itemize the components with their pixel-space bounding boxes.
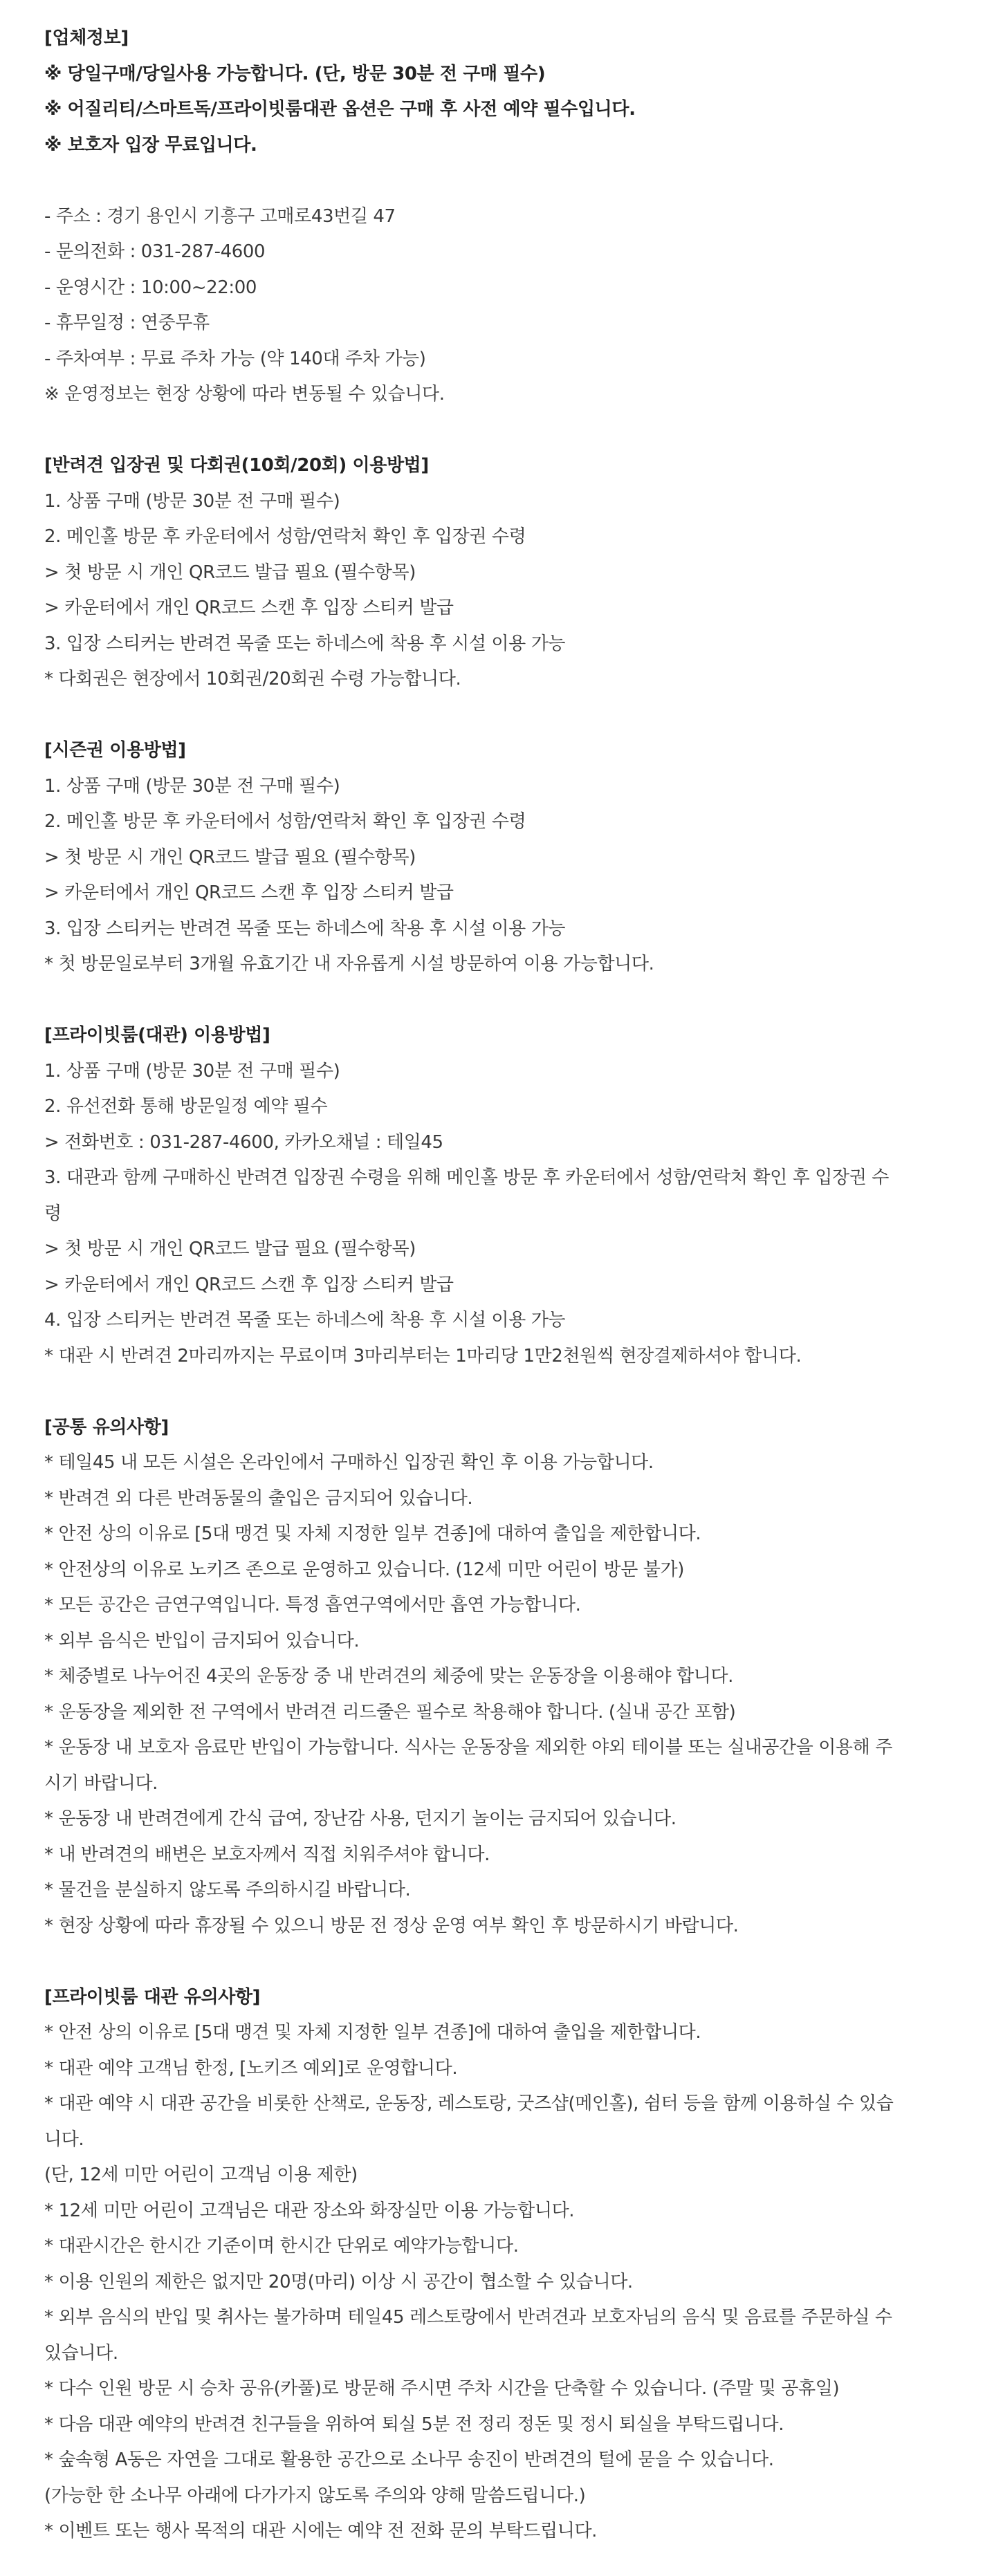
notice-line: * 다회권은 현장에서 10회권/20회권 수령 가능합니다. — [44, 669, 461, 689]
notice-line: ※ 당일구매/당일사용 가능합니다. (단, 방문 30분 전 구매 필수) — [44, 63, 546, 84]
notice-line: * 이용 인원의 제한은 없지만 20명(마리) 이상 시 공간이 협소할 수 있습니다. — [44, 2271, 633, 2292]
notice-line: * 이벤트 또는 행사 목적의 대관 시에는 예약 전 전화 문의 부탁드립니다. — [44, 2521, 598, 2541]
notice-section — [44, 21, 966, 413]
notice-line: * 다음 대관 예약의 반려견 친구들을 위하여 퇴실 5분 전 정리 정돈 및 정시 퇴실을 부탁드립니다. — [44, 2413, 784, 2435]
notice-line: 1. 상품 구매 (방문 30분 전 구매 필수) — [44, 775, 340, 797]
notice-line: > 전화번호 : 031-287-4600, 카카오채널 : 테일45 — [44, 1131, 443, 1153]
section-heading: [업체정보] — [44, 28, 129, 48]
notice-line: * 현장 상황에 따라 휴장될 수 있으니 방문 전 정상 운영 여부 확인 후 방문하시기 바랍니다. — [44, 1915, 739, 1936]
notice-line: * 숲속형 A동은 자연을 그대로 활용한 공간으로 소나무 송진이 반려견의 털에 묻을 수 있습니다. — [44, 2449, 774, 2470]
section-heading: [프라이빗룸(대관) 이용방법] — [44, 1025, 270, 1046]
section-spacer — [44, 1374, 966, 1410]
blank-line — [44, 163, 966, 199]
notice-line: * 반려견 외 다른 반려동물의 출입은 금지되어 있습니다. — [44, 1488, 473, 1509]
notice-line: 2. 유선전화 통해 방문일정 예약 필수 — [44, 1096, 328, 1117]
notice-line: * 대관시간은 한시간 기준이며 한시간 단위로 예약가능합니다. — [44, 2236, 519, 2257]
notice-line: 2. 메인홀 방문 후 카운터에서 성함/연락처 확인 후 입장권 수령 — [44, 811, 526, 832]
notice-line: > 첫 방문 시 개인 QR코드 발급 필요 (필수항목) — [44, 562, 416, 583]
notice-line: * 안전상의 이유로 노키즈 존으로 운영하고 있습니다. (12세 미만 어린이 방문 불가) — [44, 1559, 684, 1580]
notice-line: * 안전 상의 이유로 [5대 맹견 및 자체 지정한 일부 견종]에 대하여 출입을 제한합니다. — [44, 1523, 701, 1544]
notice-line: * 대관 시 반려견 2마리까지는 무료이며 3마리부터는 1마리당 1만2천원씩 현장결제하셔야 합니다. — [44, 1345, 802, 1366]
notice-line: > 첫 방문 시 개인 QR코드 발급 필요 (필수항목) — [44, 846, 416, 868]
notice-line: > 카운터에서 개인 QR코드 스캔 후 입장 스티커 발급 — [44, 882, 454, 903]
notice-section — [44, 733, 966, 983]
notice-line: * 외부 음식의 반입 및 취사는 불가하며 테일45 레스토랑에서 반려견과 보호자님의 음식 및 음료를 주문하실 수 — [44, 2307, 892, 2328]
notice-line: 시기 바랍니다. — [44, 1772, 158, 1794]
notice-line: 령 — [44, 1203, 62, 1224]
notice-line: (단, 12세 미만 어린이 고객님 이용 제한) — [44, 2165, 358, 2185]
notice-line: * 외부 음식은 반입이 금지되어 있습니다. — [44, 1630, 360, 1651]
notice-line: * 테일45 내 모든 시설은 온라인에서 구매하신 입장권 확인 후 이용 가능합니다. — [44, 1452, 654, 1473]
section-spacer — [44, 698, 966, 734]
notice-line: * 운동장 내 보호자 음료만 반입이 가능합니다. 식사는 운동장을 제외한 야외 테이블 또는 실내공간을 이용해 주 — [44, 1737, 892, 1758]
notice-line: * 운동장을 제외한 전 구역에서 반려견 리드줄은 필수로 착용해야 합니다. (실내 공간 포함) — [44, 1701, 736, 1723]
section-heading: [공통 유의사항] — [44, 1416, 169, 1438]
notice-line: 2. 메인홀 방문 후 카운터에서 성함/연락처 확인 후 입장권 수령 — [44, 526, 526, 547]
section-spacer — [44, 413, 966, 449]
notice-section — [44, 1018, 966, 1374]
notice-line: 있습니다. — [44, 2342, 118, 2364]
notice-line: * 다수 인원 방문 시 승차 공유(카풀)로 방문해 주시면 주차 시간을 단축할 수 있습니다. (주말 및 공휴일) — [44, 2378, 840, 2399]
notice-line: 3. 입장 스티커는 반려견 목줄 또는 하네스에 착용 후 시설 이용 가능 — [44, 918, 566, 939]
notice-line: * 대관 예약 시 대관 공간을 비롯한 산책로, 운동장, 레스토랑, 굿즈샵(메인홀), 쉼터 등을 함께 이용하실 수 있습 — [44, 2093, 894, 2114]
notice-line: 1. 상품 구매 (방문 30분 전 구매 필수) — [44, 1060, 340, 1082]
notice-line: * 체중별로 나누어진 4곳의 운동장 중 내 반려견의 체중에 맞는 운동장을 이용해야 합니다. — [44, 1666, 734, 1687]
notice-line: * 첫 방문일로부터 3개월 유효기간 내 자유롭게 시설 방문하여 이용 가능합니다. — [44, 954, 654, 974]
section-heading: [시즌권 이용방법] — [44, 740, 186, 761]
notice-line: - 주소 : 경기 용인시 기흥구 고매로43번길 47 — [44, 205, 396, 227]
notice-line: * 안전 상의 이유로 [5대 맹견 및 자체 지정한 일부 견종]에 대하여 출입을 제한합니다. — [44, 2022, 701, 2043]
notice-line: 4. 입장 스티커는 반려견 목줄 또는 하네스에 착용 후 시설 이용 가능 — [44, 1310, 566, 1331]
notice-line: 니다. — [44, 2129, 84, 2150]
section-heading: [반려견 입장권 및 다회권(10회/20회) 이용방법] — [44, 455, 429, 476]
section-spacer — [44, 1944, 966, 1980]
notice-line: - 문의전화 : 031-287-4600 — [44, 241, 266, 262]
notice-line: - 휴무일정 : 연중무휴 — [44, 313, 210, 333]
notice-line: 3. 입장 스티커는 반려견 목줄 또는 하네스에 착용 후 시설 이용 가능 — [44, 633, 566, 654]
notice-line: * 내 반려견의 배변은 보호자께서 직접 치워주셔야 합니다. — [44, 1844, 490, 1865]
section-heading: [프라이빗룸 대관 유의사항] — [44, 1986, 261, 2008]
notice-line: ※ 운영정보는 현장 상황에 따라 변동될 수 있습니다. — [44, 384, 445, 405]
notice-line: > 첫 방문 시 개인 QR코드 발급 필요 (필수항목) — [44, 1239, 416, 1259]
notice-line: ※ 어질리티/스마트독/프라이빗룸대관 옵션은 구매 후 사전 예약 필수입니다. — [44, 99, 636, 120]
notice-line: 3. 대관과 함께 구매하신 반려견 입장권 수령을 위해 메인홀 방문 후 카운터에서 성함/연락처 확인 후 입장권 수 — [44, 1167, 889, 1188]
notice-section — [44, 1980, 966, 2550]
notice-line: * 물건을 분실하지 않도록 주의하시길 바랍니다. — [44, 1880, 411, 1900]
notice-line: * 대관 예약 고객님 한정, [노키즈 예외]로 운영합니다. — [44, 2057, 458, 2079]
notice-line: * 12세 미만 어린이 고객님은 대관 장소와 화장실만 이용 가능합니다. — [44, 2200, 575, 2221]
notice-line: (가능한 한 소나무 아래에 다가가지 않도록 주의와 양해 말씀드립니다.) — [44, 2485, 586, 2506]
notice-line: ※ 보호자 입장 무료입니다. — [44, 134, 257, 156]
section-spacer — [44, 983, 966, 1019]
notice-line: > 카운터에서 개인 QR코드 스캔 후 입장 스티커 발급 — [44, 1274, 454, 1295]
notice-line: > 카운터에서 개인 QR코드 스캔 후 입장 스티커 발급 — [44, 597, 454, 618]
notice-line: * 모든 공간은 금연구역입니다. 특정 흡연구역에서만 흡연 가능합니다. — [44, 1595, 581, 1615]
notice-section — [44, 448, 966, 698]
notice-line: - 운영시간 : 10:00~22:00 — [44, 277, 257, 298]
notice-section — [44, 1410, 966, 1945]
notice-line: - 주차여부 : 무료 주차 가능 (약 140대 주차 가능) — [44, 348, 426, 369]
notice-line: 1. 상품 구매 (방문 30분 전 구매 필수) — [44, 490, 340, 512]
notice-line: * 운동장 내 반려견에게 간식 급여, 장난감 사용, 던지기 놀이는 금지되어 있습니다. — [44, 1808, 677, 1829]
